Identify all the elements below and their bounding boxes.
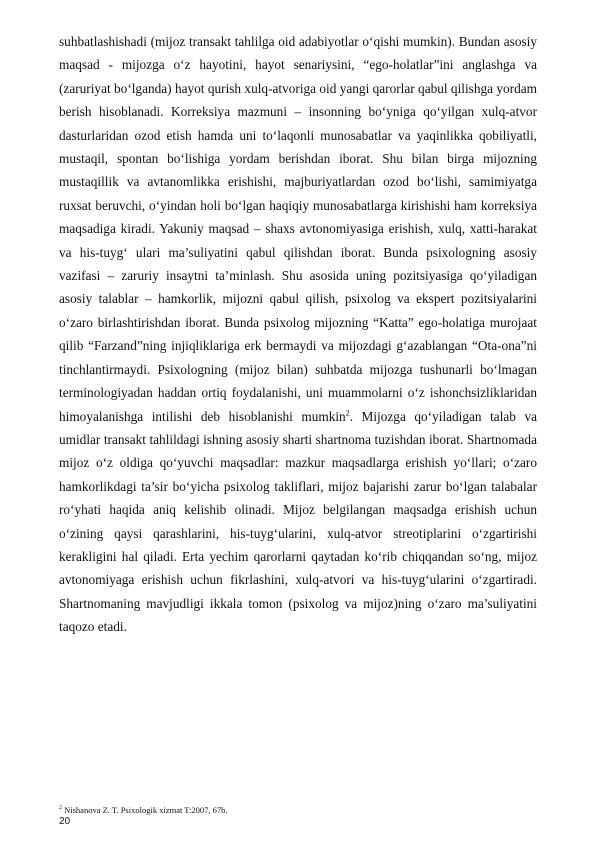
paragraph-text-part2: . Mijozga qo‘yiladigan talab va umidlar transakt tahlildagi ishning asosiy sharti shartnoma tuzishdan iborat. Shartnomada mijoz o‘z oldiga qo‘yuvchi maqsadlar: mazkur maqsadlarga erishish yo‘llari; o‘zaro hamkorlikdagi ta’sir bo‘yicha psixolog takliflari, mijoz bajarishi zarur bo‘lgan talabalar ro‘yhati haqida aniq kelishib olinadi. Mijoz belgilangan maqsadga erishish uchun o‘zining qaysi qarashlarini, his-tuyg‘ularini, xulq-atvor streotiplarini o‘zgartirishi kerakligini hal qiladi. Erta yechim qarorlarni qaytadan ko‘rib chiqqandan so‘ng, mijoz avtonomiyaga erishish uchun fikrlashini, xulq-atvori va his-tuyg‘ularini o‘zgartiradi. Shartnomaning mavjudligi ikkala tomon (psixolog va mijoz)ning o‘zaro ma’suliyatini taqozo etadi. xyxy=(59,408,537,635)
footnote xyxy=(59,805,537,816)
footnote-reference[interactable]: 2 xyxy=(345,408,350,418)
footnote-number: 2 xyxy=(59,805,62,812)
page-number: 20 xyxy=(59,816,71,827)
footnote-text: Nishanova Z. T. Psixologik xizmat T:2007, 67b. xyxy=(62,805,228,815)
paragraph-text-part1: suhbatlashishadi (mijoz transakt tahlilga oid adabiyotlar o‘qishi mumkin). Bundan asosiy maqsad - mijozga o‘z hayotini, hayot senariysini, “ego-holatlar”ini anglashga va (zaruriyat bo‘lganda) hayot qurish xulq-atvoriga oid yangi qarorlar qabul qilishga yordam berish hisoblanadi. Korreksiya mazmuni – insonning bo‘yniga qo‘yilgan xulq-atvor dasturlaridan ozod etish hamda uni to‘laqonli munosabatlar va yaqinlikka qobiliyatli, mustaqil, spontan bo‘lishiga yordam berishdan iborat. Shu bilan birga mijozning mustaqillik va avtanomlikka erishishi, majburiyatlardan ozod bo‘lishi, samimiyatga ruxsat beruvchi, o‘yindan holi bo‘lgan haqiqiy munosabatlarga kirishishi ham korreksiya maqsadiga kiradi. Yakuniy maqsad – shaxs avtonomiyasiga erishish, xulq, xatti-harakat va his-tuyg‘ ulari ma’suliyatini qabul qilishdan iborat. Bunda psixologning asosiy vazifasi – zaruriy insaytni ta’minlash. Shu asosida uning pozitsiyasiga qo‘yiladigan asosiy talablar – hamkorlik, mijozni qabul qilish, psixolog va ekspert pozitsiyalarini o‘zaro birlashtirishdan iborat. Bunda psixolog mijozning “Katta” ego-holatiga murojaat qilib “Farzand”ning injiqliklariga erk bermaydi va mijozdagi g‘azablangan “Ota-ona”ni tinchlantirmaydi. Psixologning (mijoz bilan) suhbatda mijozga tushunarli bo‘lmagan terminologiyadan haddan ortiq foydalanishi, uni muammolarni o‘z ishonchsizliklaridan himoyalanishga intilishi deb hisoblanishi mumkin xyxy=(59,34,537,424)
body-paragraph xyxy=(59,30,537,639)
footnote-area xyxy=(59,805,537,828)
main-text-block xyxy=(59,30,537,639)
